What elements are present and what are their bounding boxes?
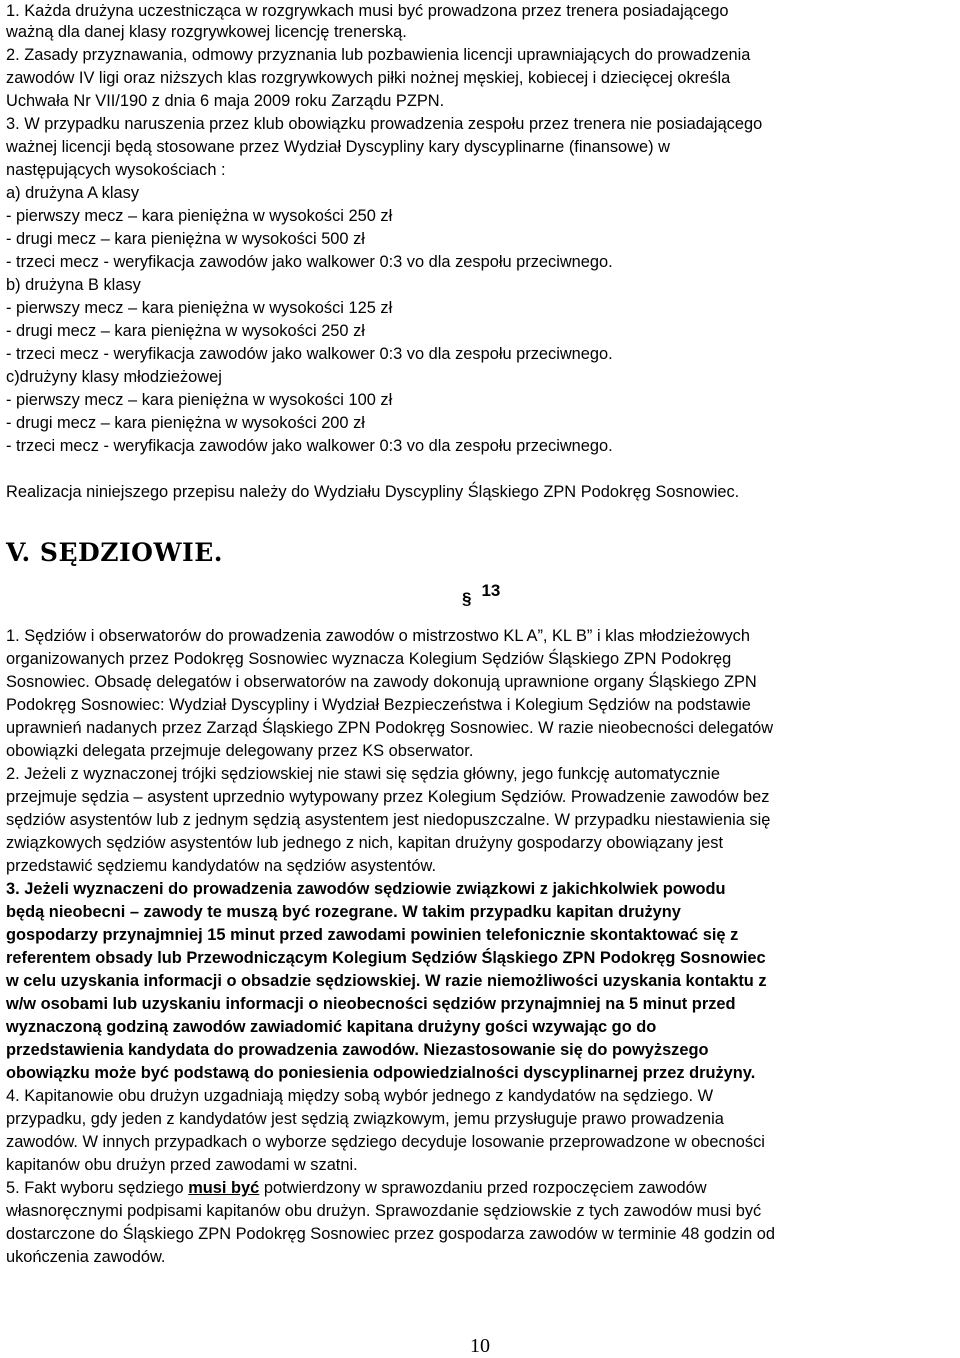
text-line: ważną dla danej klasy rozgrywkowej licencję trenerską. [6, 23, 407, 41]
text-span: potwierdzony w sprawozdaniu przed rozpoczęciem zawodów [259, 1179, 707, 1197]
section-marker [462, 580, 501, 608]
text-line: 2. Jeżeli z wyznaczonej trójki sędziowskiej nie stawi się sędzia główny, jego funkcję automatycznie [6, 765, 720, 783]
text-line: referentem obsady lub Przewodniczącym Kolegium Sędziów Śląskiego ZPN Podokręg Sosnowiec [6, 949, 766, 967]
text-line: własnoręcznymi podpisami kapitanów obu drużyn. Sprawozdanie sędziowskie z tych zawodów musi być [6, 1202, 762, 1220]
text-line: kapitanów obu drużyn przed zawodami w szatni. [6, 1156, 358, 1174]
list-item: - pierwszy mecz – kara pieniężna w wysokości 125 zł [6, 299, 393, 317]
list-item: - pierwszy mecz – kara pieniężna w wysokości 250 zł [6, 207, 393, 225]
list-item: - trzeci mecz - weryfikacja zawodów jako walkower 0:3 vo dla zespołu przeciwnego. [6, 253, 613, 271]
realization-note: Realizacja niniejszego przepisu należy do Wydziału Dyscypliny Śląskiego ZPN Podokręg Sosnowiec. [6, 483, 740, 501]
underlined-emphasis: musi być [188, 1179, 260, 1197]
text-line: dostarczone do Śląskiego ZPN Podokręg Sosnowiec przez gospodarza zawodów w terminie 48 godzin od [6, 1225, 775, 1243]
text-line: w celu uzyskania informacji o obsadzie sędziowskiej. W razie niemożliwości uzyskania kontaktu z [6, 972, 767, 990]
text-line: 1. Sędziów i obserwatorów do prowadzenia zawodów o mistrzostwo KL A”, KL B” i klas młodzieżowych [6, 627, 750, 645]
text-line: Sosnowiec. Obsadę delegatów i obserwatorów na zawody dokonują uprawnione organy Śląskiego ZPN [6, 673, 757, 691]
list-item: - drugi mecz – kara pieniężna w wysokości 500 zł [6, 230, 365, 248]
section-number: 13 [481, 581, 501, 600]
text-line: 3. W przypadku naruszenia przez klub obowiązku prowadzenia zespołu przez trenera nie posiadającego [6, 115, 763, 133]
text-line: przedstawić sędziemu kandydatów na sędziów asystentów. [6, 857, 437, 875]
text-line: 3. Jeżeli wyznaczeni do prowadzenia zawodów sędziowie związkowi z jakichkolwiek powodu [6, 880, 726, 898]
text-line [6, 1177, 957, 1200]
list-item: - trzeci mecz - weryfikacja zawodów jako walkower 0:3 vo dla zespołu przeciwnego. [6, 437, 613, 455]
chapter-title: V. SĘDZIOWIE. [6, 538, 223, 567]
text-line: wyznaczoną godziną zawodów zawiadomić kapitana drużyny gości wzywając go do [6, 1018, 657, 1036]
list-item: c)drużyny klasy młodzieżowej [6, 368, 222, 386]
text-line: przedstawienia kandydata do prowadzenia zawodów. Niezastosowanie się do powyższego [6, 1041, 709, 1059]
text-line: zawodów. W innych przypadkach o wyborze sędziego decyduje losowanie przeprowadzone w obecności [6, 1133, 765, 1151]
text-line: obowiązki delegata przejmuje delegowany przez KS obserwator. [6, 742, 474, 760]
text-line: będą nieobecni – zawody te muszą być rozegrane. W takim przypadku kapitan drużyny [6, 903, 681, 921]
list-item: a) drużyna A klasy [6, 184, 140, 202]
text-line: przypadku, gdy jeden z kandydatów jest sędzią związkowym, jemu przysługuje prawo prowadzenia [6, 1110, 724, 1128]
text-line: sędziów asystentów lub z jednym sędzią asystentem jest niedopuszczalne. W przypadku niestawienia się [6, 811, 771, 829]
text-span: 5. Fakt wyboru sędziego [6, 1179, 189, 1197]
text-line: 1. Każda drużyna uczestnicząca w rozgrywkach musi być prowadzona przez trenera posiadającego [6, 2, 729, 20]
text-line: 2. Zasady przyznawania, odmowy przyznania lub pozbawienia licencji uprawniających do prowadzenia [6, 46, 751, 64]
list-item: - drugi mecz – kara pieniężna w wysokości 250 zł [6, 322, 365, 340]
text-line: w/w osobami lub uzyskaniu informacji o nieobecności sędziów przynajmniej na 5 minut przed [6, 995, 736, 1013]
list-item: - pierwszy mecz – kara pieniężna w wysokości 100 zł [6, 391, 393, 409]
text-line: zawodów IV ligi oraz niższych klas rozgrywkowych piłki nożnej męskiej, kobiecej i dziecięcej określa [6, 69, 731, 87]
section-symbol: § [462, 589, 472, 608]
text-line: ukończenia zawodów. [6, 1248, 166, 1266]
text-line: przejmuje sędzia – asystent uprzednio wytypowany przez Kolegium Sędziów. Prowadzenie zawodów bez [6, 788, 770, 806]
text-line: organizowanych przez Podokręg Sosnowiec wyznacza Kolegium Sędziów Śląskiego ZPN Podokręg [6, 650, 732, 668]
text-line: 4. Kapitanowie obu drużyn uzgadniają między sobą wybór jednego z kandydatów na sędziego. W [6, 1087, 714, 1105]
text-line: następujących wysokościach : [6, 161, 226, 179]
text-line: Podokręg Sosnowiec: Wydział Dyscypliny i Wydział Bezpieczeństwa i Kolegium Sędziów na podstawie [6, 696, 751, 714]
text-line: związkowych sędziów asystentów lub jednego z nich, kapitan drużyny gospodarzy obowiązany jest [6, 834, 724, 852]
list-item: b) drużyna B klasy [6, 276, 141, 294]
text-line: gospodarzy przynajmniej 15 minut przed zawodami powinien telefonicznie skontaktować się z [6, 926, 739, 944]
list-item: - trzeci mecz - weryfikacja zawodów jako walkower 0:3 vo dla zespołu przeciwnego. [6, 345, 613, 363]
page-number: 10 [470, 1335, 490, 1357]
text-line: uprawnień nadanych przez Zarząd Śląskiego ZPN Podokręg Sosnowiec. W razie nieobecności delegatów [6, 719, 774, 737]
text-line: Uchwała Nr VII/190 z dnia 6 maja 2009 roku Zarządu PZPN. [6, 92, 445, 110]
text-line: ważnej licencji będą stosowane przez Wydział Dyscypliny kary dyscyplinarne (finansowe) w [6, 138, 670, 156]
list-item: - drugi mecz – kara pieniężna w wysokości 200 zł [6, 414, 365, 432]
text-line: obowiązku może być podstawą do poniesienia odpowiedzialności dyscyplinarnej przez drużyny. [6, 1064, 756, 1082]
